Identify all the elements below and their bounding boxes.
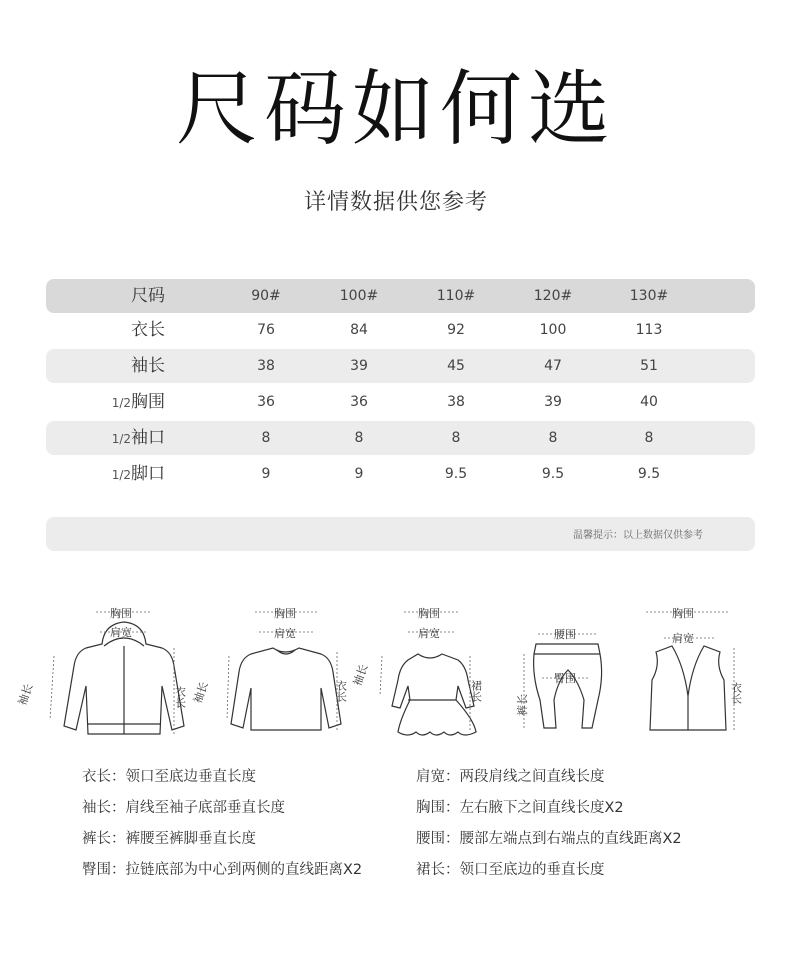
table-cell: 9.5	[637, 466, 661, 482]
row-label-text: 袖口	[131, 428, 165, 448]
table-cell: 9	[354, 466, 364, 482]
page-title: 尺码如何选	[175, 62, 616, 157]
size-100: 100#	[339, 288, 379, 304]
def-shoulder: 肩宽：两段肩线之间直线长度	[416, 769, 605, 785]
table-cell: 76	[257, 322, 275, 338]
vest-shoulder-label: 肩宽	[672, 632, 694, 645]
size-130: 130#	[629, 288, 669, 304]
table-cell: 92	[447, 322, 465, 338]
table-row	[46, 421, 755, 455]
sweater-length-label: 衣长	[334, 680, 348, 702]
table-cell: 84	[350, 322, 368, 338]
size-90: 90#	[251, 288, 281, 304]
def-chest: 胸围：左右腋下之间直线长度X2	[416, 800, 624, 816]
vest-length-label: 衣长	[729, 682, 743, 704]
table-cell: 113	[635, 322, 663, 338]
def-hip: 臀围：拉链底部为中心到两侧的直线距离X2	[82, 862, 363, 878]
row-label-prefix: 1/2	[111, 468, 131, 482]
table-cell: 100	[539, 322, 567, 338]
sweater-sleeve-label: 袖长	[191, 680, 211, 706]
pants-waist-label: 腰围	[554, 628, 576, 641]
table-cell: 36	[350, 394, 368, 410]
table-cell: 36	[257, 394, 275, 410]
tip-bar	[46, 517, 755, 551]
table-row	[46, 457, 755, 491]
page-subtitle: 详情数据供您参考	[303, 190, 488, 215]
jacket-shoulder-label: 肩宽	[110, 626, 132, 639]
table-cell: 47	[544, 358, 562, 374]
def-skirt-length: 裙长：领口至底边的垂直长度	[416, 862, 605, 878]
table-cell: 9.5	[541, 466, 565, 482]
row-label	[131, 349, 165, 383]
table-cell: 9	[261, 466, 271, 482]
vest-diagram	[634, 596, 754, 746]
jacket-sleeve-label: 袖长	[15, 682, 36, 708]
def-sleeve: 袖长：肩线至袖子底部垂直长度	[82, 800, 285, 816]
dress-diagram	[350, 596, 504, 746]
table-cell: 8	[354, 430, 364, 446]
jacket-length-label: 衣长	[173, 686, 187, 708]
table-cell: 38	[447, 394, 465, 410]
table-cell: 8	[451, 430, 461, 446]
jacket-chest-label: 胸围	[110, 607, 132, 620]
size-table	[46, 279, 755, 491]
table-cell: 51	[640, 358, 658, 374]
row-label	[112, 385, 165, 419]
size-table-header	[46, 279, 755, 313]
row-label-prefix: 1/2	[111, 396, 131, 410]
size-120: 120#	[533, 288, 573, 304]
header-label: 尺码	[131, 286, 165, 306]
pants-hip-label: 臀围	[554, 672, 576, 685]
dress-length-label: 裙长	[469, 680, 483, 702]
dress-sleeve-label: 袖长	[350, 662, 371, 688]
table-row	[46, 385, 755, 419]
table-cell: 8	[644, 430, 654, 446]
row-label-prefix: 1/2	[111, 432, 131, 446]
table-row	[46, 349, 755, 383]
table-cell: 38	[257, 358, 275, 374]
vest-chest-label: 胸围	[672, 607, 694, 620]
sweater-chest-label: 胸围	[274, 607, 296, 620]
table-cell: 40	[640, 394, 658, 410]
sweater-shoulder-label: 肩宽	[274, 627, 296, 640]
table-cell: 39	[350, 358, 368, 374]
dress-chest-label: 胸围	[418, 607, 440, 620]
tip-text: 温馨提示：以上数据仅供参考	[573, 530, 703, 541]
table-cell: 8	[261, 430, 271, 446]
pants-diagram	[512, 596, 622, 746]
row-label-text: 衣长	[131, 320, 165, 340]
table-cell: 39	[544, 394, 562, 410]
row-label-text: 脚口	[131, 464, 165, 484]
dress-shoulder-label: 肩宽	[418, 627, 440, 640]
table-row	[46, 313, 755, 347]
def-pants-length: 裤长：裤腰至裤脚垂直长度	[82, 831, 256, 847]
table-cell: 45	[447, 358, 465, 374]
row-label-text: 袖长	[131, 356, 165, 376]
table-cell: 8	[548, 430, 558, 446]
row-label	[131, 313, 165, 347]
size-110: 110#	[436, 288, 476, 304]
sweater-diagram	[191, 596, 365, 746]
row-label-text: 胸围	[131, 392, 165, 412]
row-label	[112, 457, 165, 491]
def-waist: 腰围：腰部左端点到右端点的直线距离X2	[416, 831, 682, 847]
table-cell: 9.5	[444, 466, 468, 482]
jacket-diagram	[15, 596, 204, 746]
row-label	[112, 421, 165, 455]
garment-diagrams	[0, 596, 792, 746]
def-length: 衣长：领口至底边垂直长度	[82, 769, 256, 785]
pants-length-label: 裤长	[516, 694, 529, 716]
